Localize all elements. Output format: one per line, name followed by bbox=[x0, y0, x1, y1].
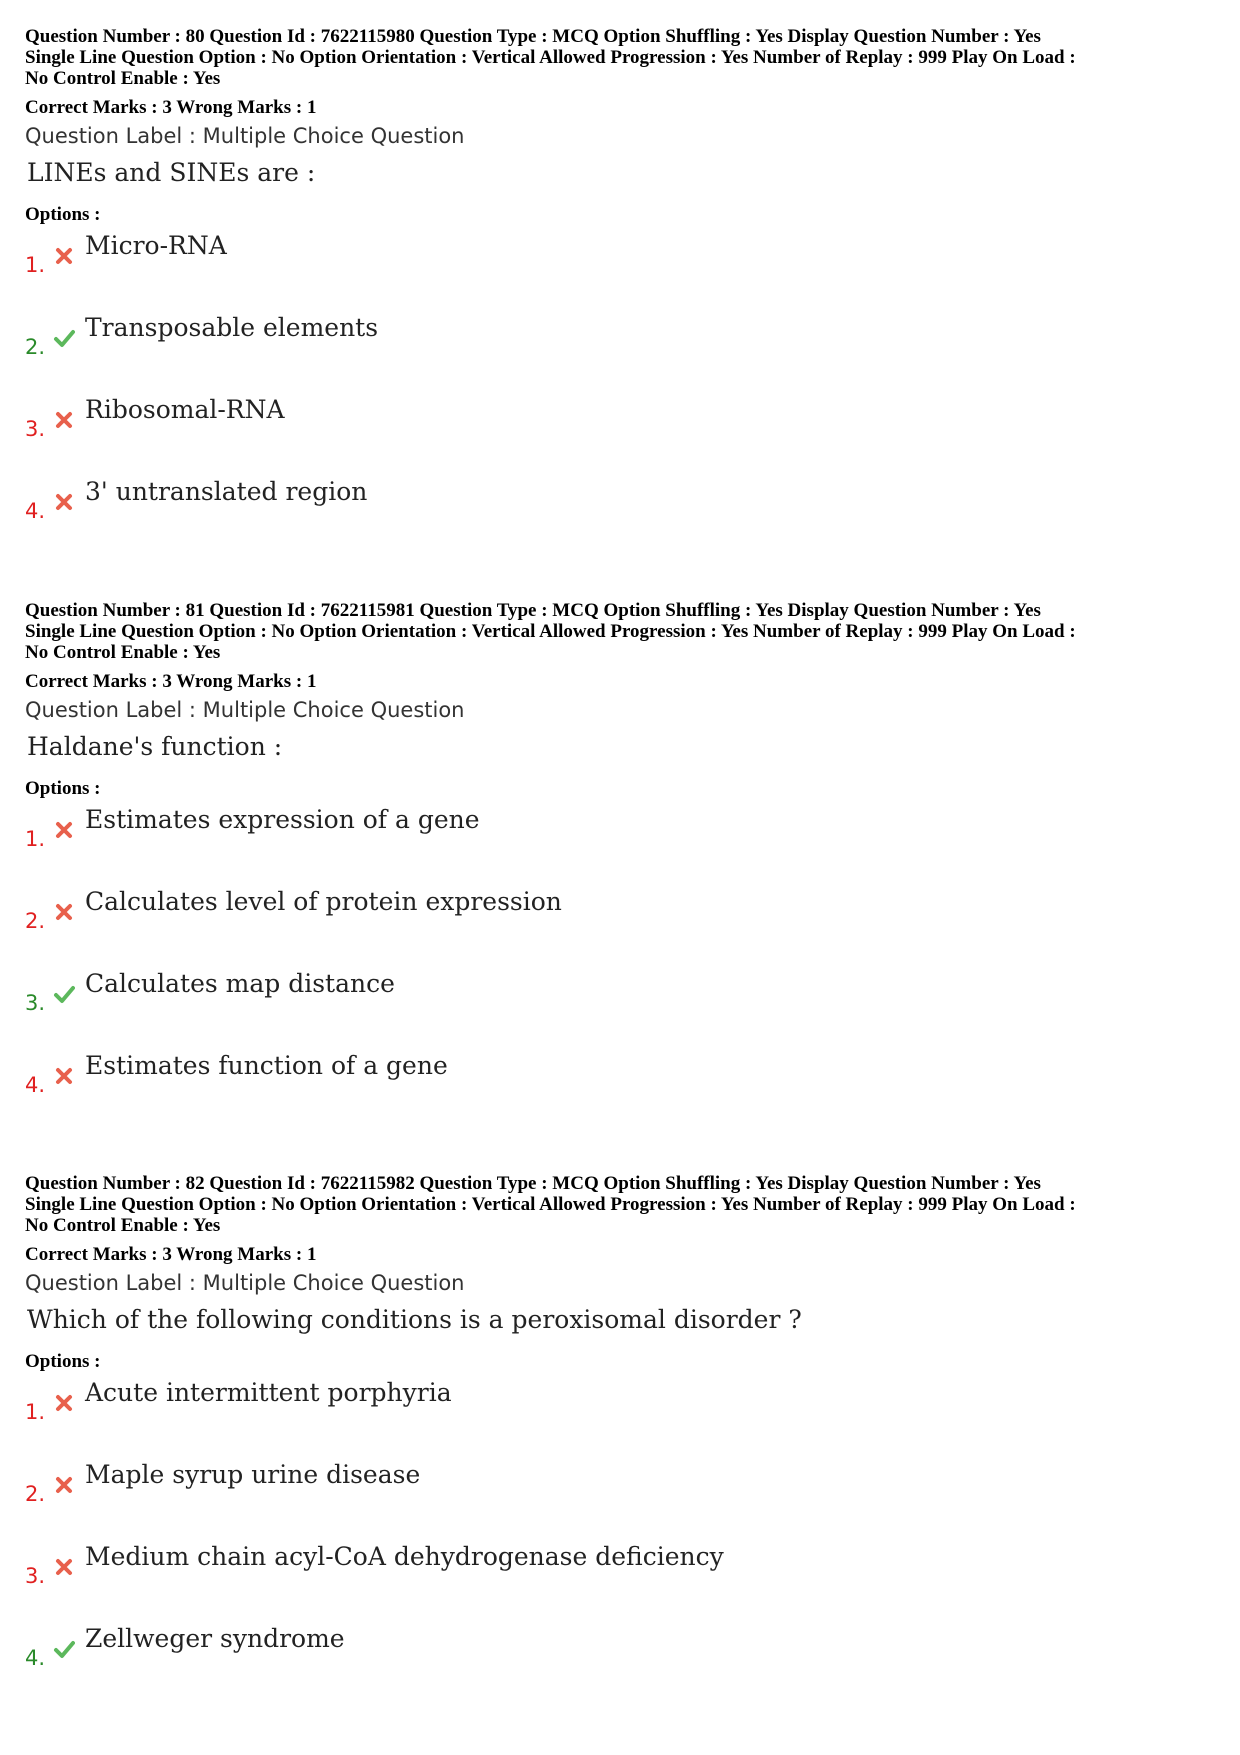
check-icon bbox=[53, 327, 75, 349]
option-text: Estimates function of a gene bbox=[85, 1051, 448, 1080]
option-number: 2. bbox=[25, 1482, 46, 1506]
question-meta-line: Single Line Question Option : No Option Orientation : Vertical Allowed Progression : Yes Number of Replay : 999 Play On Load : bbox=[25, 1194, 1076, 1215]
cross-icon bbox=[53, 491, 75, 513]
cross-icon bbox=[53, 1392, 75, 1414]
question-marks: Correct Marks : 3 Wrong Marks : 1 bbox=[25, 1244, 317, 1265]
question-block-81 bbox=[25, 600, 1220, 1133]
option-text: Maple syrup urine disease bbox=[85, 1460, 421, 1489]
question-meta-line: No Control Enable : Yes bbox=[25, 1215, 221, 1236]
option-item bbox=[25, 231, 1220, 313]
option-number: 4. bbox=[25, 499, 46, 523]
option-text: Calculates map distance bbox=[85, 969, 395, 998]
option-item bbox=[25, 1460, 1220, 1542]
option-item bbox=[25, 1378, 1220, 1460]
question-meta-line: No Control Enable : Yes bbox=[25, 68, 221, 89]
option-number: 1. bbox=[25, 253, 46, 277]
option-number: 2. bbox=[25, 335, 46, 359]
option-item bbox=[25, 805, 1220, 887]
option-text: 3' untranslated region bbox=[85, 477, 368, 506]
option-text: Transposable elements bbox=[85, 313, 379, 342]
question-block-80 bbox=[25, 26, 1220, 559]
question-block-82 bbox=[25, 1173, 1220, 1706]
cross-icon bbox=[53, 245, 75, 267]
cross-icon bbox=[53, 819, 75, 841]
option-text: Acute intermittent porphyria bbox=[85, 1378, 452, 1407]
question-meta-line: No Control Enable : Yes bbox=[25, 642, 221, 663]
option-number: 1. bbox=[25, 1400, 46, 1424]
check-icon bbox=[53, 1638, 75, 1660]
option-item bbox=[25, 969, 1220, 1051]
question-label: Question Label : Multiple Choice Question bbox=[25, 1271, 465, 1295]
option-text: Ribosomal-RNA bbox=[85, 395, 285, 424]
cross-icon bbox=[53, 1556, 75, 1578]
options-heading: Options : bbox=[25, 778, 101, 799]
question-meta-line: Single Line Question Option : No Option Orientation : Vertical Allowed Progression : Yes Number of Replay : 999 Play On Load : bbox=[25, 47, 1076, 68]
question-label: Question Label : Multiple Choice Question bbox=[25, 698, 465, 722]
option-text: Calculates level of protein expression bbox=[85, 887, 562, 916]
option-text: Zellweger syndrome bbox=[85, 1624, 345, 1653]
option-number: 1. bbox=[25, 827, 46, 851]
options-heading: Options : bbox=[25, 1351, 101, 1372]
option-number: 3. bbox=[25, 417, 46, 441]
option-item bbox=[25, 1542, 1220, 1624]
cross-icon bbox=[53, 901, 75, 923]
question-meta-line: Question Number : 80 Question Id : 7622115980 Question Type : MCQ Option Shuffling : Yes Display Question Number : Yes bbox=[25, 26, 1041, 47]
option-text: Micro-RNA bbox=[85, 231, 227, 260]
question-meta-line: Question Number : 82 Question Id : 7622115982 Question Type : MCQ Option Shuffling : Yes Display Question Number : Yes bbox=[25, 1173, 1041, 1194]
option-item bbox=[25, 477, 1220, 559]
question-text: Haldane's function : bbox=[27, 732, 283, 761]
option-item bbox=[25, 887, 1220, 969]
check-icon bbox=[53, 983, 75, 1005]
question-marks: Correct Marks : 3 Wrong Marks : 1 bbox=[25, 97, 317, 118]
options-heading: Options : bbox=[25, 204, 101, 225]
option-item bbox=[25, 313, 1220, 395]
option-item bbox=[25, 1051, 1220, 1133]
question-meta-line: Question Number : 81 Question Id : 7622115981 Question Type : MCQ Option Shuffling : Yes Display Question Number : Yes bbox=[25, 600, 1041, 621]
option-text: Medium chain acyl-CoA dehydrogenase deficiency bbox=[85, 1542, 724, 1571]
option-number: 4. bbox=[25, 1646, 46, 1670]
question-text: Which of the following conditions is a peroxisomal disorder ? bbox=[27, 1305, 802, 1334]
option-text: Estimates expression of a gene bbox=[85, 805, 480, 834]
cross-icon bbox=[53, 409, 75, 431]
option-item bbox=[25, 1624, 1220, 1706]
option-number: 4. bbox=[25, 1073, 46, 1097]
option-number: 3. bbox=[25, 991, 46, 1015]
cross-icon bbox=[53, 1474, 75, 1496]
cross-icon bbox=[53, 1065, 75, 1087]
question-label: Question Label : Multiple Choice Question bbox=[25, 124, 465, 148]
question-text: LINEs and SINEs are : bbox=[27, 158, 316, 187]
option-item bbox=[25, 395, 1220, 477]
option-number: 2. bbox=[25, 909, 46, 933]
question-marks: Correct Marks : 3 Wrong Marks : 1 bbox=[25, 671, 317, 692]
question-meta-line: Single Line Question Option : No Option Orientation : Vertical Allowed Progression : Yes Number of Replay : 999 Play On Load : bbox=[25, 621, 1076, 642]
option-number: 3. bbox=[25, 1564, 46, 1588]
